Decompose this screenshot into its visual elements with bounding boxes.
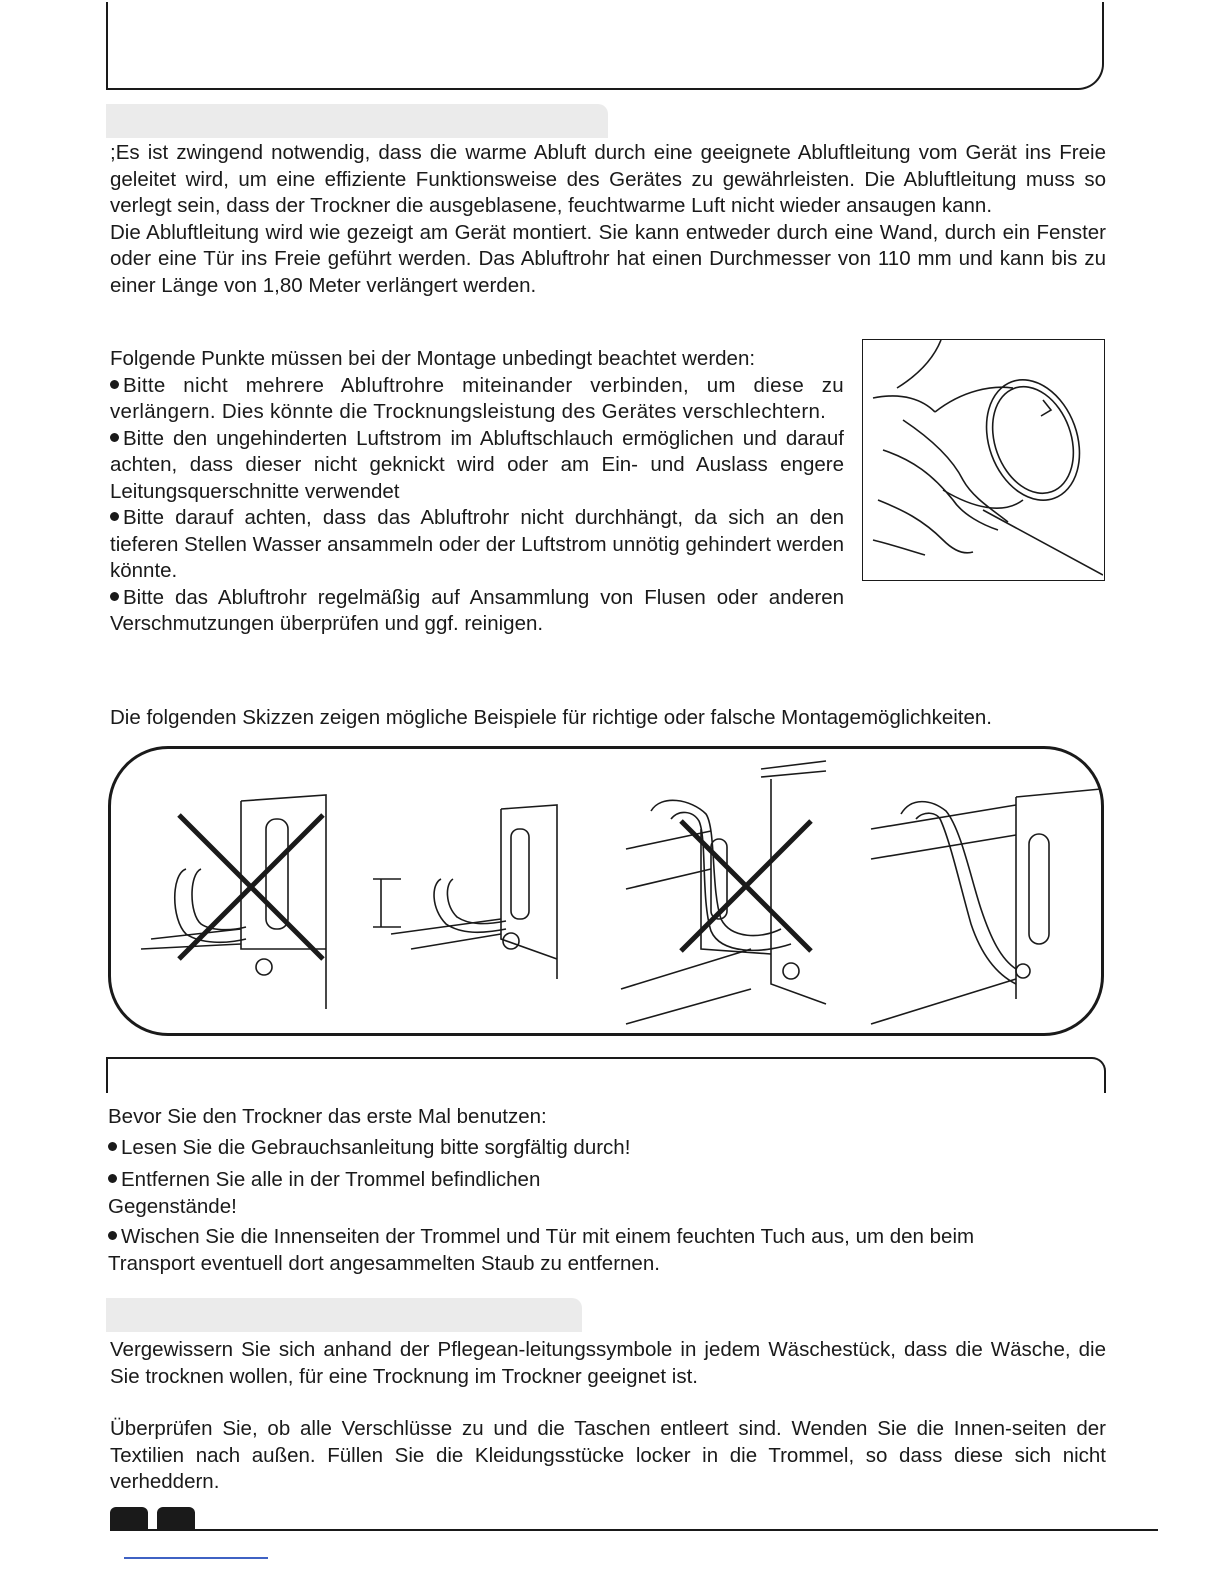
before-use-continuation-1: Gegenstände!	[108, 1194, 237, 1218]
exhaust-text	[110, 140, 1106, 299]
before-use-continuation-2: Transport eventuell dort angesammelten Staub zu entfernen.	[108, 1251, 660, 1275]
exhaust-paragraph-2: Die Abluftleitung wird wie gezeigt am Gerät montiert. Sie kann entweder durch eine Wand, durch ein Fenster oder eine Tür ins Freie geführt werden. Das Abluftrohr hat einen Durchmesser von 110 mm und kann bis zu einer Länge von 1,80 Meter verlängert werden.	[110, 220, 1106, 297]
sketch-correct	[373, 805, 557, 979]
installation-bullet-2: Bitte den ungehinderten Luftstrom im Abluftschlauch ermöglichen und darauf achten, dass dieser nicht geknickt wird oder am Ein- und Auslass engere Leitungsquerschnitte verwendet	[110, 426, 844, 506]
installation-points	[110, 346, 844, 638]
sketch-caption: Die folgenden Skizzen zeigen mögliche Beispiele für richtige oder falsche Montagemöglichkeiten.	[110, 706, 993, 729]
title-frame	[106, 2, 1104, 90]
footer-rule	[110, 1529, 1158, 1531]
before-use-text	[108, 1104, 1108, 1277]
installation-bullet-3: Bitte darauf achten, dass das Abluftrohr nicht durchhängt, da sich an den tieferen Stellen Wasser ansammeln oder der Luftstrom unnötig gehindert werden könnte.	[110, 505, 844, 585]
section-frame-before-use	[106, 1057, 1106, 1093]
sketch-wrong-3	[871, 789, 1101, 1024]
installation-bullet-4: Bitte das Abluftrohr regelmäßig auf Ansammlung von Flusen oder anderen Verschmutzungen überprüfen und ggf. reinigen.	[110, 585, 844, 638]
section-tab-exhaust	[106, 104, 608, 138]
installation-intro: Folgende Punkte müssen bei der Montage unbedingt beachtet werden:	[110, 347, 756, 370]
hose-attachment-illustration	[862, 339, 1105, 581]
footer-link-underline	[124, 1557, 268, 1559]
laundry-text	[110, 1337, 1106, 1496]
before-use-intro: Bevor Sie den Trockner das erste Mal benutzen:	[108, 1105, 547, 1128]
before-use-bullet-1: Lesen Sie die Gebrauchsanleitung bitte sorgfältig durch!	[108, 1135, 1108, 1162]
hand-hose-drawing	[863, 340, 1103, 579]
laundry-paragraph-2: Überprüfen Sie, ob alle Verschlüsse zu und die Taschen entleert sind. Wenden Sie die Innen-seiten der Textilien nach außen. Füllen Sie die Kleidungsstücke locker in die Trommel, so dass diese sich nicht verheddern.	[110, 1417, 1106, 1493]
section-tab-laundry	[106, 1298, 582, 1332]
laundry-paragraph-1: Vergewissern Sie sich anhand der Pflegean-leitungssymbole in jedem Wäschestück, dass die Wäsche, die Sie trocknen wollen, für eine Trocknung im Trockner geeignet ist.	[110, 1338, 1106, 1388]
exhaust-paragraph-1: ;Es ist zwingend notwendig, dass die warme Abluft durch eine geeignete Abluftleitung vom Gerät ins Freie geleitet wird, um eine effiziente Funktionsweise des Gerätes zu gewährleisten. Die Abluftleitung muss so verlegt sein, dass der Trockner die ausgeblasene, feuchtwarme Luft nicht wieder ansaugen kann.	[110, 141, 1106, 217]
before-use-bullet-2: Entfernen Sie alle in der Trommel befindlichen	[108, 1167, 1108, 1194]
installation-sketches	[111, 749, 1101, 1033]
page-number-block-left	[110, 1507, 148, 1531]
sketch-wrong-2	[621, 761, 826, 1024]
installation-bullet-1: Bitte nicht mehrere Abluftrohre miteinander verbinden, um diese zu verlängern. Dies könnte die Trocknungsleistung des Gerätes verschlechtern.	[110, 373, 844, 426]
page-number-block-right	[157, 1507, 195, 1531]
installation-sketches-panel	[108, 746, 1104, 1036]
before-use-bullet-3: Wischen Sie die Innenseiten der Trommel und Tür mit einem feuchten Tuch aus, um den beim	[108, 1224, 1108, 1251]
